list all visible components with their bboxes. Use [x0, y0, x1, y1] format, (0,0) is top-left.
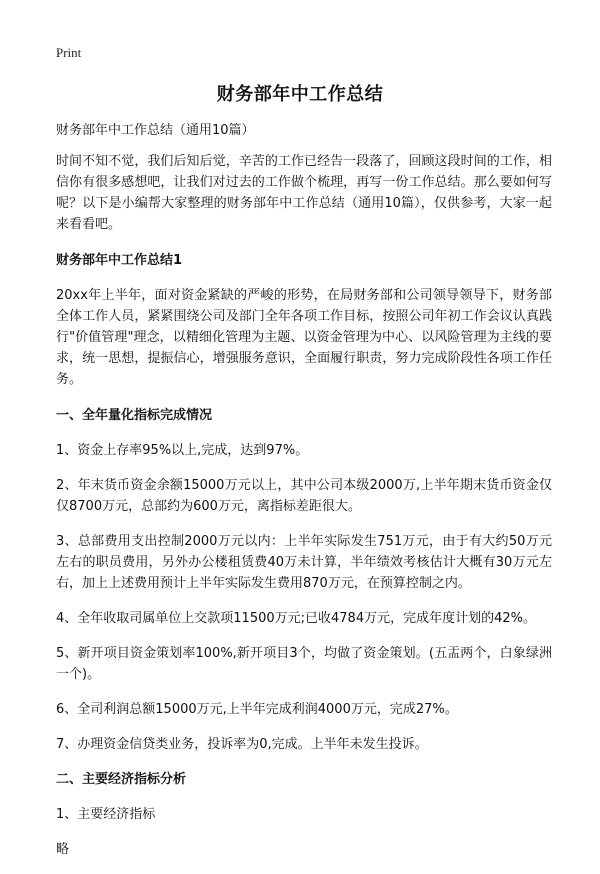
print-link[interactable]: Print	[56, 45, 82, 60]
document-title: 财务部年中工作总结	[216, 84, 384, 105]
part2-subheading: 1、主要经济指标	[56, 807, 156, 822]
document-body	[56, 120, 552, 874]
list-item: 7、办理资金信贷类业务，投诉率为0,完成。上半年未发生投诉。	[56, 737, 428, 752]
document-subtitle: 财务部年中工作总结（通用10篇）	[56, 123, 255, 138]
part2-heading: 二、主要经济指标分析	[56, 772, 187, 787]
section1-heading: 财务部年中工作总结1	[56, 253, 183, 268]
list-item: 2、年末货币资金余额15000万元以上，其中公司本级2000万,上半年期末货币资金仅仅8700万元，总部约为600万元，离指标差距很大。	[56, 478, 552, 514]
list-item: 4、全年收取司属单位上交款项11500万元;已收4784万元，完成年度计划的42%。	[56, 611, 536, 626]
intro-paragraph: 时间不知不觉，我们后知后觉，辛苦的工作已经告一段落了，回顾这段时间的工作，相信你有很多感想吧，让我们对过去的工作做个梳理，再写一份工作总结。那么要如何写呢？以下是小编帮大家整理的财务部年中工作总结（通用10篇），仅供参考，大家一起来看看吧。	[56, 154, 552, 232]
list-item: 1、资金上存率95%以上,完成，达到97%。	[56, 443, 309, 458]
part2-text: 略	[56, 842, 70, 857]
part1-heading: 一、全年量化指标完成情况	[56, 408, 213, 423]
section1-paragraph: 20xx年上半年，面对资金紧缺的严峻的形势，在局财务部和公司领导领导下，财务部全体工作人员，紧紧围绕公司及部门全年各项工作目标，按照公司年初工作会议认真践行"价值管理"理念，以精细化管理为主题、以资金管理为中心、以风险管理为主线的要求，统一思想，提振信心，增强服务意识，全面履行职责，努力完成阶段性各项工作任务。	[56, 288, 552, 387]
list-item: 6、全司利润总额15000万元,上半年完成利润4000万元，完成27%。	[56, 702, 458, 717]
list-item: 5、新开项目资金策划率100%,新开项目3个，均做了资金策划。(五盂两个，白象绿洲一个)。	[56, 646, 552, 682]
list-item: 3、总部费用支出控制2000万元以内：上半年实际发生751万元，由于有大约50万元左右的职员费用，另外办公楼租赁费40万未计算，半年绩效考核估计大概有30万元左右，加上上述费用预计上半年实际发生费用870万元，在预算控制之内。	[56, 534, 552, 591]
